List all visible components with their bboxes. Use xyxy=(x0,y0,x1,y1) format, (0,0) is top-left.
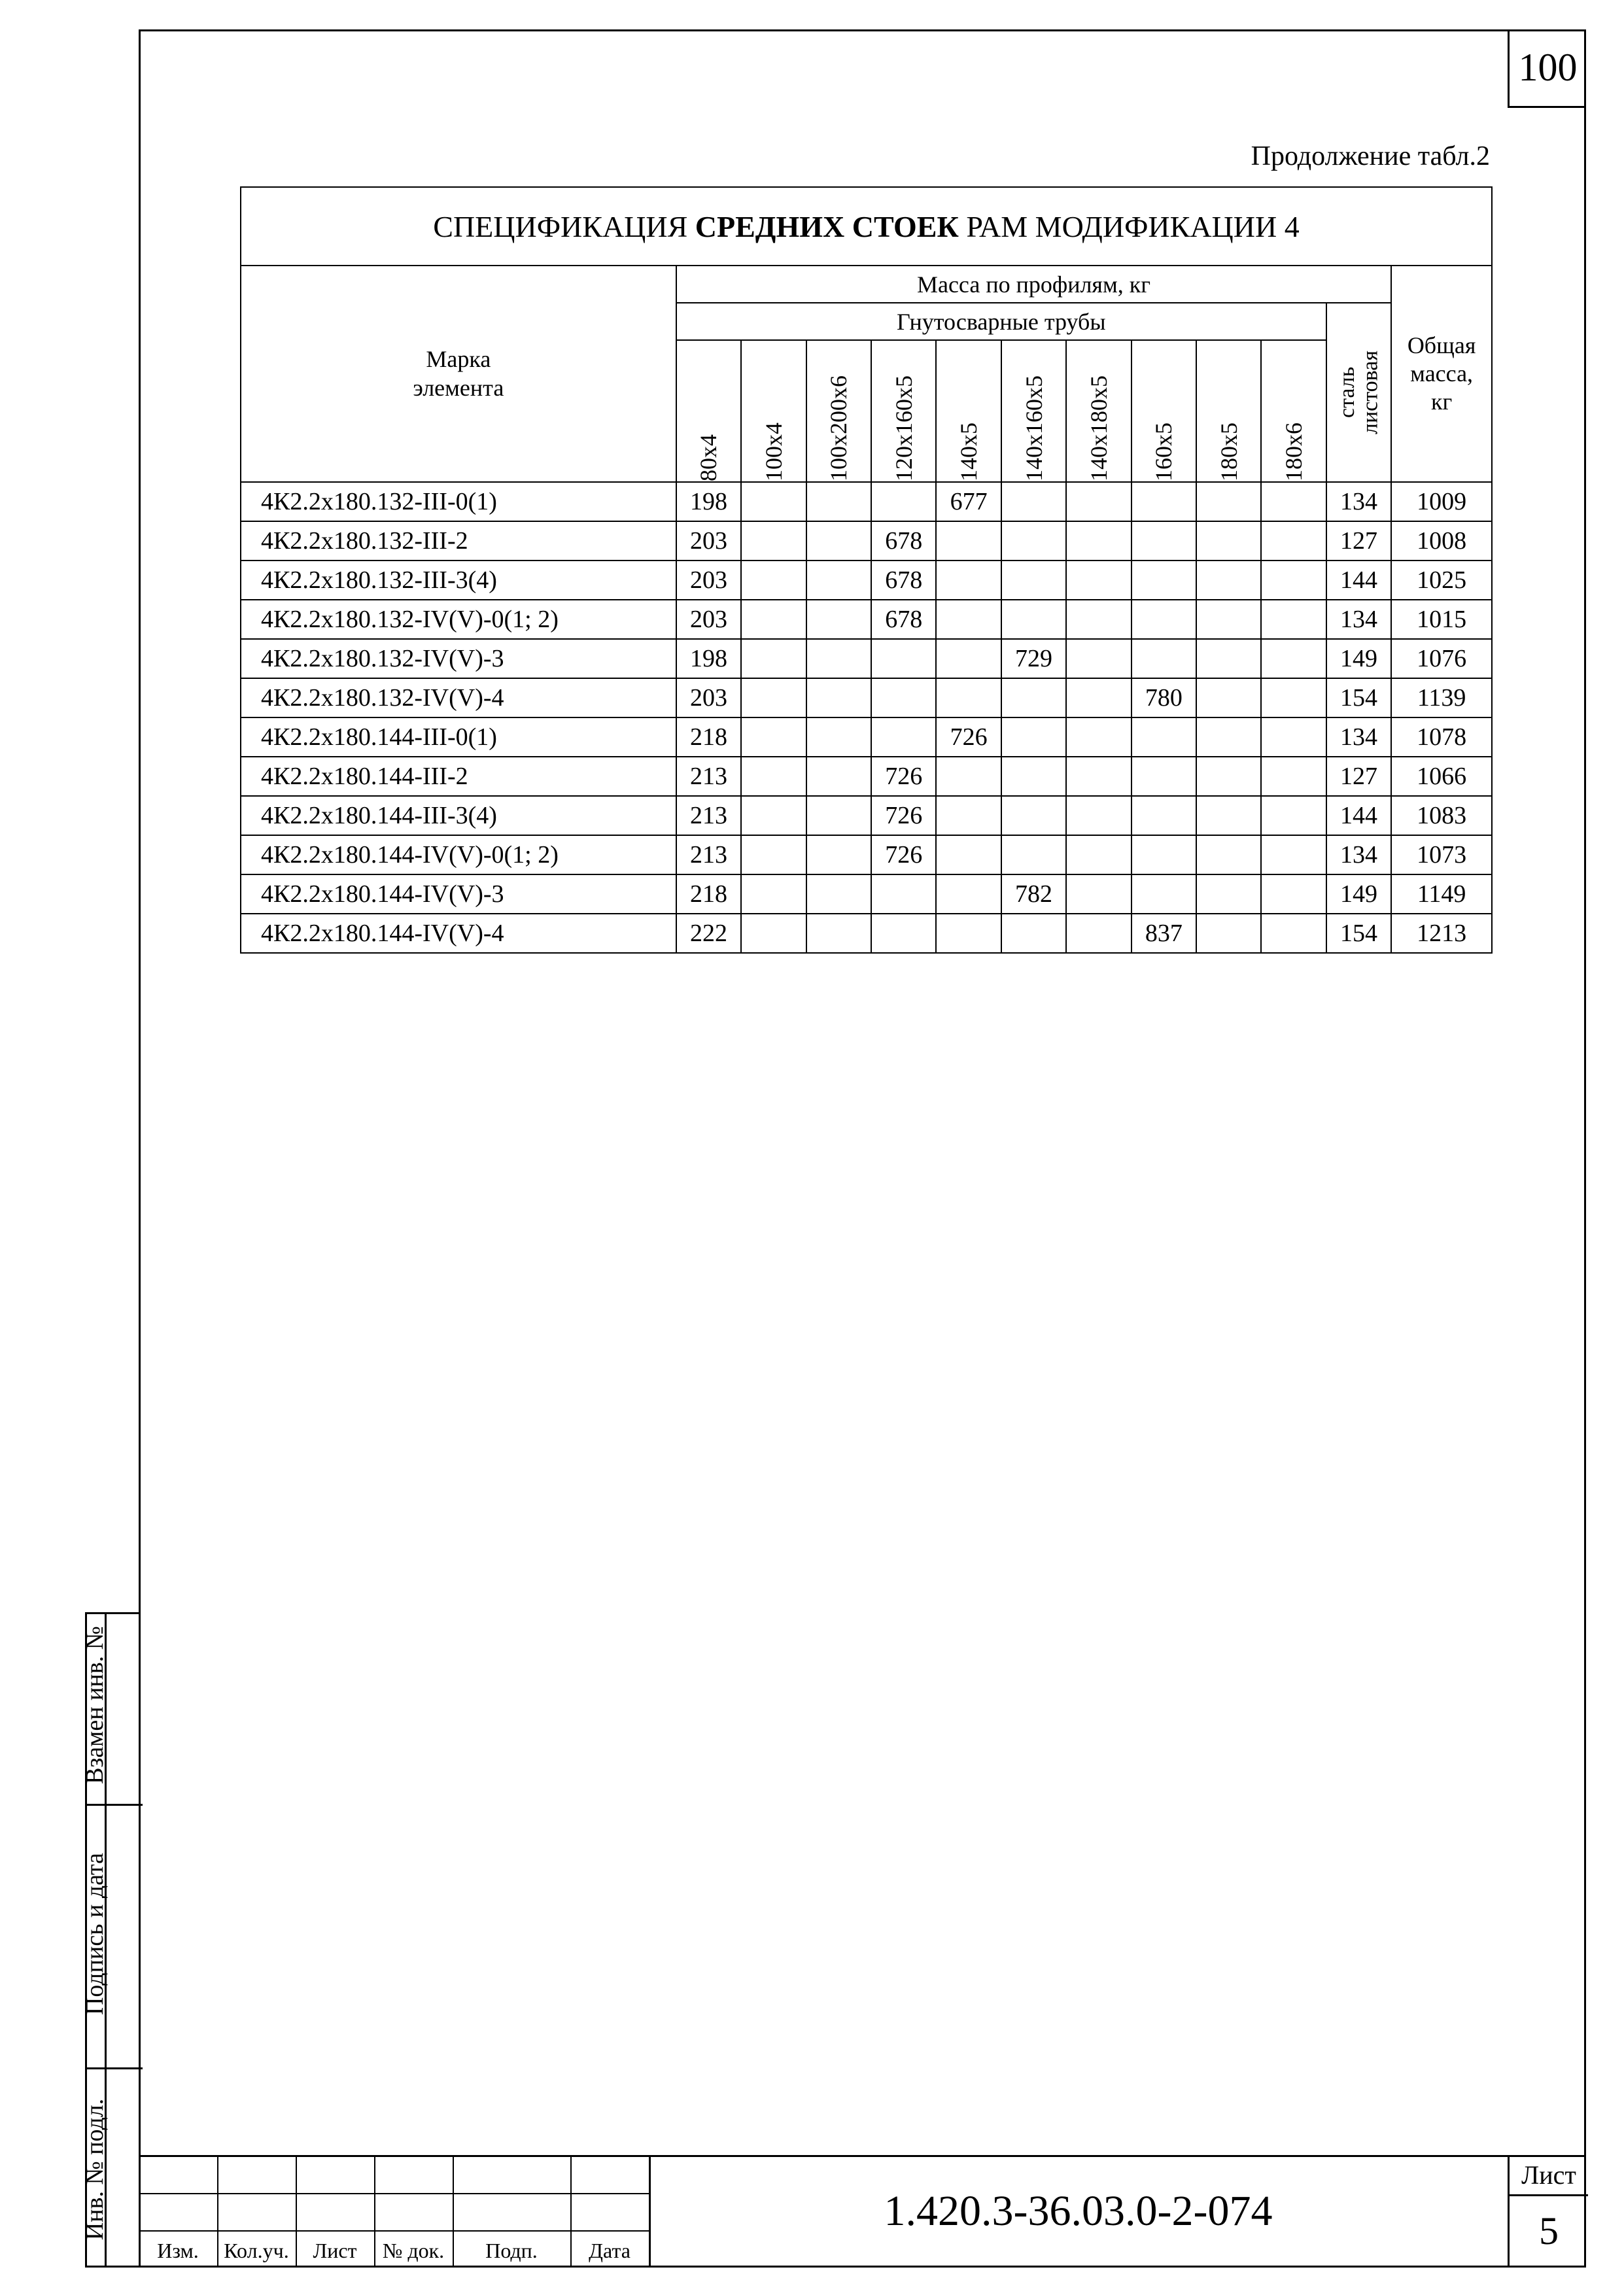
profile-header: 140x5 xyxy=(936,340,1001,482)
total-cell: 1009 xyxy=(1391,482,1492,521)
mass-cell xyxy=(1196,835,1261,874)
mass-cell xyxy=(1261,482,1326,521)
row-mark: 4К2.2x180.132-III-3(4) xyxy=(241,561,676,600)
stamp-label-doc: № док. xyxy=(382,2239,445,2262)
table-row xyxy=(241,914,1492,953)
row-mark: 4К2.2x180.132-III-2 xyxy=(241,521,676,561)
table-row xyxy=(241,717,1492,757)
mass-cell xyxy=(1261,717,1326,757)
total-cell: 1139 xyxy=(1391,678,1492,717)
mass-cell xyxy=(741,521,806,561)
header-mark: Марка элемента xyxy=(241,266,676,482)
mass-cell xyxy=(1261,757,1326,796)
mass-cell xyxy=(936,639,1001,678)
sheet-cell: 149 xyxy=(1326,874,1391,914)
total-cell: 1076 xyxy=(1391,639,1492,678)
mass-cell xyxy=(1066,914,1131,953)
side-label-sign-date: Подпись и дата xyxy=(81,1852,109,2016)
table-row xyxy=(241,521,1492,561)
mass-cell xyxy=(1001,757,1066,796)
mass-cell xyxy=(1261,874,1326,914)
mass-cell xyxy=(1196,600,1261,639)
mass-cell xyxy=(741,678,806,717)
mass-cell xyxy=(1261,521,1326,561)
mass-cell xyxy=(806,757,871,796)
row-mark: 4К2.2x180.144-IV(V)-0(1; 2) xyxy=(241,835,676,874)
table-row xyxy=(241,874,1492,914)
mass-cell xyxy=(806,835,871,874)
sheet-cell: 127 xyxy=(1326,757,1391,796)
side-label-replace-inv: Взамен инв. № xyxy=(81,1626,109,1784)
mass-cell xyxy=(1196,521,1261,561)
mass-cell xyxy=(871,717,936,757)
mass-cell xyxy=(1066,639,1131,678)
row-mark: 4К2.2x180.132-IV(V)-0(1; 2) xyxy=(241,600,676,639)
profile-header: 120x160x5 xyxy=(871,340,936,482)
mass-cell xyxy=(1066,600,1131,639)
mass-cell xyxy=(1196,757,1261,796)
mass-cell xyxy=(1261,914,1326,953)
mass-cell xyxy=(936,600,1001,639)
row-mark: 4К2.2x180.144-IV(V)-3 xyxy=(241,874,676,914)
mass-cell: 726 xyxy=(871,835,936,874)
profile-header: 100x4 xyxy=(741,340,806,482)
mass-cell xyxy=(1001,678,1066,717)
row-mark: 4К2.2x180.144-III-3(4) xyxy=(241,796,676,835)
sheet-cell: 134 xyxy=(1326,600,1391,639)
table-row xyxy=(241,757,1492,796)
mass-cell: 213 xyxy=(676,796,741,835)
table-row xyxy=(241,482,1492,521)
mass-cell xyxy=(1001,561,1066,600)
stamp-label-date: Дата xyxy=(589,2239,631,2262)
mass-cell: 729 xyxy=(1001,639,1066,678)
mass-cell: 213 xyxy=(676,835,741,874)
mass-cell xyxy=(1001,835,1066,874)
mass-cell xyxy=(1001,717,1066,757)
mass-cell xyxy=(1066,717,1131,757)
row-mark: 4К2.2x180.132-III-0(1) xyxy=(241,482,676,521)
mass-cell xyxy=(1196,639,1261,678)
mass-cell xyxy=(871,639,936,678)
sheet-cell: 149 xyxy=(1326,639,1391,678)
sheet-cell: 154 xyxy=(1326,914,1391,953)
mass-cell: 677 xyxy=(936,482,1001,521)
mass-cell: 678 xyxy=(871,600,936,639)
mass-cell xyxy=(741,874,806,914)
mass-cell: 222 xyxy=(676,914,741,953)
total-cell: 1025 xyxy=(1391,561,1492,600)
sheet-cell: 144 xyxy=(1326,561,1391,600)
stamp-label-sign: Подп. xyxy=(485,2239,538,2262)
row-mark: 4К2.2x180.144-III-2 xyxy=(241,757,676,796)
mass-cell xyxy=(936,835,1001,874)
mass-cell xyxy=(806,717,871,757)
profile-header: 140x160x5 xyxy=(1001,340,1066,482)
mass-cell xyxy=(1196,914,1261,953)
mass-cell: 218 xyxy=(676,717,741,757)
mass-cell xyxy=(741,717,806,757)
mass-cell xyxy=(741,561,806,600)
mass-cell xyxy=(1132,521,1196,561)
total-cell: 1073 xyxy=(1391,835,1492,874)
mass-cell xyxy=(1261,678,1326,717)
total-cell: 1078 xyxy=(1391,717,1492,757)
row-mark: 4К2.2x180.144-IV(V)-4 xyxy=(241,914,676,953)
mass-cell xyxy=(1132,757,1196,796)
row-mark: 4К2.2x180.132-IV(V)-4 xyxy=(241,678,676,717)
mass-cell xyxy=(936,521,1001,561)
mass-cell xyxy=(1261,561,1326,600)
mass-cell xyxy=(871,678,936,717)
total-cell: 1008 xyxy=(1391,521,1492,561)
table-title: СПЕЦИФИКАЦИЯ СРЕДНИХ СТОЕК РАМ МОДИФИКАЦИИ 4 xyxy=(241,187,1492,266)
mass-cell xyxy=(1001,796,1066,835)
mass-cell xyxy=(1132,717,1196,757)
document-code: 1.420.3-36.03.0-2-074 xyxy=(884,2187,1273,2235)
total-cell: 1213 xyxy=(1391,914,1492,953)
mass-cell xyxy=(1066,835,1131,874)
mass-cell xyxy=(1001,521,1066,561)
mass-cell xyxy=(1066,757,1131,796)
mass-cell xyxy=(741,482,806,521)
mass-cell: 678 xyxy=(871,561,936,600)
mass-cell: 726 xyxy=(936,717,1001,757)
mass-cell xyxy=(1132,796,1196,835)
mass-cell xyxy=(1196,874,1261,914)
spec-table xyxy=(240,186,1493,954)
mass-cell xyxy=(1196,561,1261,600)
mass-cell xyxy=(1261,600,1326,639)
mass-cell: 218 xyxy=(676,874,741,914)
mass-cell xyxy=(1261,639,1326,678)
sheet-cell: 134 xyxy=(1326,835,1391,874)
mass-cell xyxy=(1261,796,1326,835)
mass-cell xyxy=(806,600,871,639)
mass-cell xyxy=(936,874,1001,914)
sheet-number: 5 xyxy=(1539,2209,1559,2252)
mass-cell xyxy=(806,796,871,835)
page-number: 100 xyxy=(1508,29,1586,108)
mass-cell xyxy=(1066,521,1131,561)
header-tubes: Гнутосварные трубы xyxy=(676,303,1326,340)
mass-cell: 198 xyxy=(676,639,741,678)
mass-cell xyxy=(1132,600,1196,639)
sheet-box xyxy=(1508,2155,1586,2268)
mass-cell: 837 xyxy=(1132,914,1196,953)
table-row xyxy=(241,678,1492,717)
mass-cell: 726 xyxy=(871,796,936,835)
mass-cell xyxy=(1261,835,1326,874)
mass-cell xyxy=(741,835,806,874)
mass-cell xyxy=(871,482,936,521)
stamp-label-izm: Изм. xyxy=(157,2239,199,2262)
mass-cell xyxy=(1196,717,1261,757)
continuation-note: Продолжение табл.2 xyxy=(1251,141,1490,171)
table-row xyxy=(241,796,1492,835)
mass-cell xyxy=(1132,482,1196,521)
side-labels xyxy=(81,1612,109,2268)
mass-cell xyxy=(1132,874,1196,914)
total-cell: 1015 xyxy=(1391,600,1492,639)
title-block-grid xyxy=(139,2155,649,2268)
mass-cell xyxy=(806,914,871,953)
row-mark: 4К2.2x180.144-III-0(1) xyxy=(241,717,676,757)
mass-cell xyxy=(741,639,806,678)
mass-cell xyxy=(806,561,871,600)
side-label-inv-orig: Инв. № подл. xyxy=(81,2098,109,2241)
sheet-cell: 154 xyxy=(1326,678,1391,717)
mass-cell xyxy=(741,600,806,639)
mass-cell xyxy=(1132,561,1196,600)
mass-cell xyxy=(936,757,1001,796)
profile-header: 160x5 xyxy=(1132,340,1196,482)
mass-cell xyxy=(1001,600,1066,639)
mass-cell: 780 xyxy=(1132,678,1196,717)
mass-cell xyxy=(1132,639,1196,678)
mass-cell: 726 xyxy=(871,757,936,796)
mass-cell xyxy=(1066,678,1131,717)
total-cell: 1149 xyxy=(1391,874,1492,914)
mass-cell xyxy=(1066,874,1131,914)
sheet-cell: 134 xyxy=(1326,482,1391,521)
total-cell: 1083 xyxy=(1391,796,1492,835)
mass-cell xyxy=(936,914,1001,953)
header-total: Общая масса, кг xyxy=(1391,266,1492,482)
mass-cell xyxy=(871,914,936,953)
mass-cell xyxy=(806,521,871,561)
mass-cell xyxy=(1132,835,1196,874)
table-row xyxy=(241,561,1492,600)
profile-header: 100x200x6 xyxy=(806,340,871,482)
mass-cell xyxy=(806,639,871,678)
profile-header: 80x4 xyxy=(676,340,741,482)
mass-cell: 203 xyxy=(676,561,741,600)
mass-cell xyxy=(806,678,871,717)
mass-cell xyxy=(1066,482,1131,521)
mass-cell xyxy=(741,757,806,796)
mass-cell: 203 xyxy=(676,678,741,717)
mass-cell xyxy=(1001,914,1066,953)
mass-cell: 203 xyxy=(676,600,741,639)
mass-cell xyxy=(806,874,871,914)
sheet-cell: 144 xyxy=(1326,796,1391,835)
mass-cell xyxy=(1066,561,1131,600)
mass-cell xyxy=(1066,796,1131,835)
mass-cell xyxy=(936,561,1001,600)
mass-cell xyxy=(871,874,936,914)
mass-cell xyxy=(1196,678,1261,717)
table-row xyxy=(241,835,1492,874)
mass-cell xyxy=(1196,796,1261,835)
mass-cell xyxy=(936,678,1001,717)
mass-cell xyxy=(1001,482,1066,521)
table-row xyxy=(241,600,1492,639)
header-sheet: сталь листовая xyxy=(1326,303,1391,482)
total-cell: 1066 xyxy=(1391,757,1492,796)
mass-cell: 203 xyxy=(676,521,741,561)
mass-cell: 198 xyxy=(676,482,741,521)
profile-header: 180x5 xyxy=(1196,340,1261,482)
profile-header: 180x6 xyxy=(1261,340,1326,482)
header-mass: Масса по профилям, кг xyxy=(676,266,1391,303)
profile-header: 140x180x5 xyxy=(1066,340,1131,482)
mass-cell xyxy=(1196,482,1261,521)
table-row xyxy=(241,639,1492,678)
mass-cell xyxy=(936,796,1001,835)
sheet-cell: 127 xyxy=(1326,521,1391,561)
mass-cell xyxy=(741,796,806,835)
sheet-cell: 134 xyxy=(1326,717,1391,757)
mass-cell: 678 xyxy=(871,521,936,561)
stamp-label-list: Лист xyxy=(313,2239,357,2262)
mass-cell: 782 xyxy=(1001,874,1066,914)
mass-cell xyxy=(741,914,806,953)
sheet-label: Лист xyxy=(1510,2155,1588,2196)
mass-cell xyxy=(806,482,871,521)
row-mark: 4К2.2x180.132-IV(V)-3 xyxy=(241,639,676,678)
stamp-label-kol: Кол.уч. xyxy=(224,2239,289,2262)
mass-cell: 213 xyxy=(676,757,741,796)
